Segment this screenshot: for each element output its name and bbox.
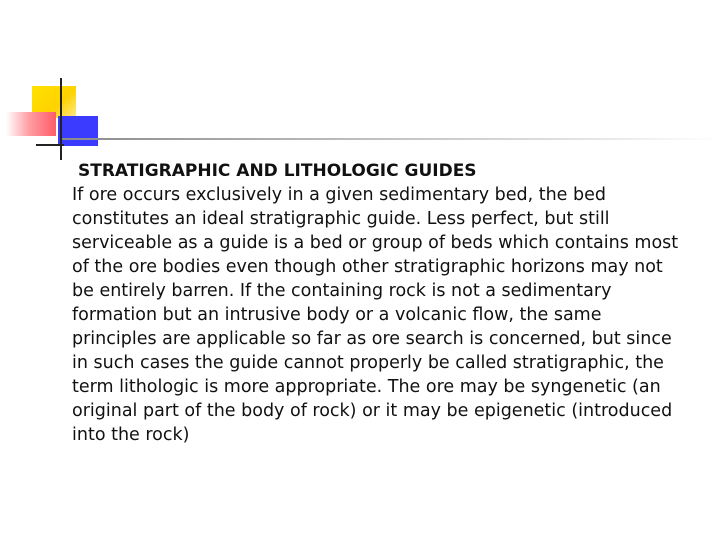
title-divider-line: [62, 138, 720, 140]
slide-title: STRATIGRAPHIC AND LITHOLOGIC GUIDES: [78, 161, 477, 181]
short-horizontal-line-decoration: [36, 144, 64, 146]
slide-body-text: If ore occurs exclusively in a given sedimentary bed, the bed constitutes an ideal stratigraphic guide. Less perfect, but still serviceable as a guide is a bed or group of beds which contains most of the ore bodies even though other stratigraphic horizons may not be entirely barren. If the containing rock is not a sedimentary formation but an intrusive body or a volcanic flow, the same principles are applicable so far as ore search is concerned, but since in such cases the guide cannot properly be called stratigraphic, the term lithologic is more appropriate. The ore may be syngenetic (an original part of the body of rock) or it may be epigenetic (introduced into the rock): [72, 185, 679, 445]
slide-content: [72, 159, 682, 447]
blue-square-decoration: [58, 116, 98, 146]
vertical-line-decoration: [60, 78, 62, 160]
red-bar-decoration: [6, 112, 56, 136]
